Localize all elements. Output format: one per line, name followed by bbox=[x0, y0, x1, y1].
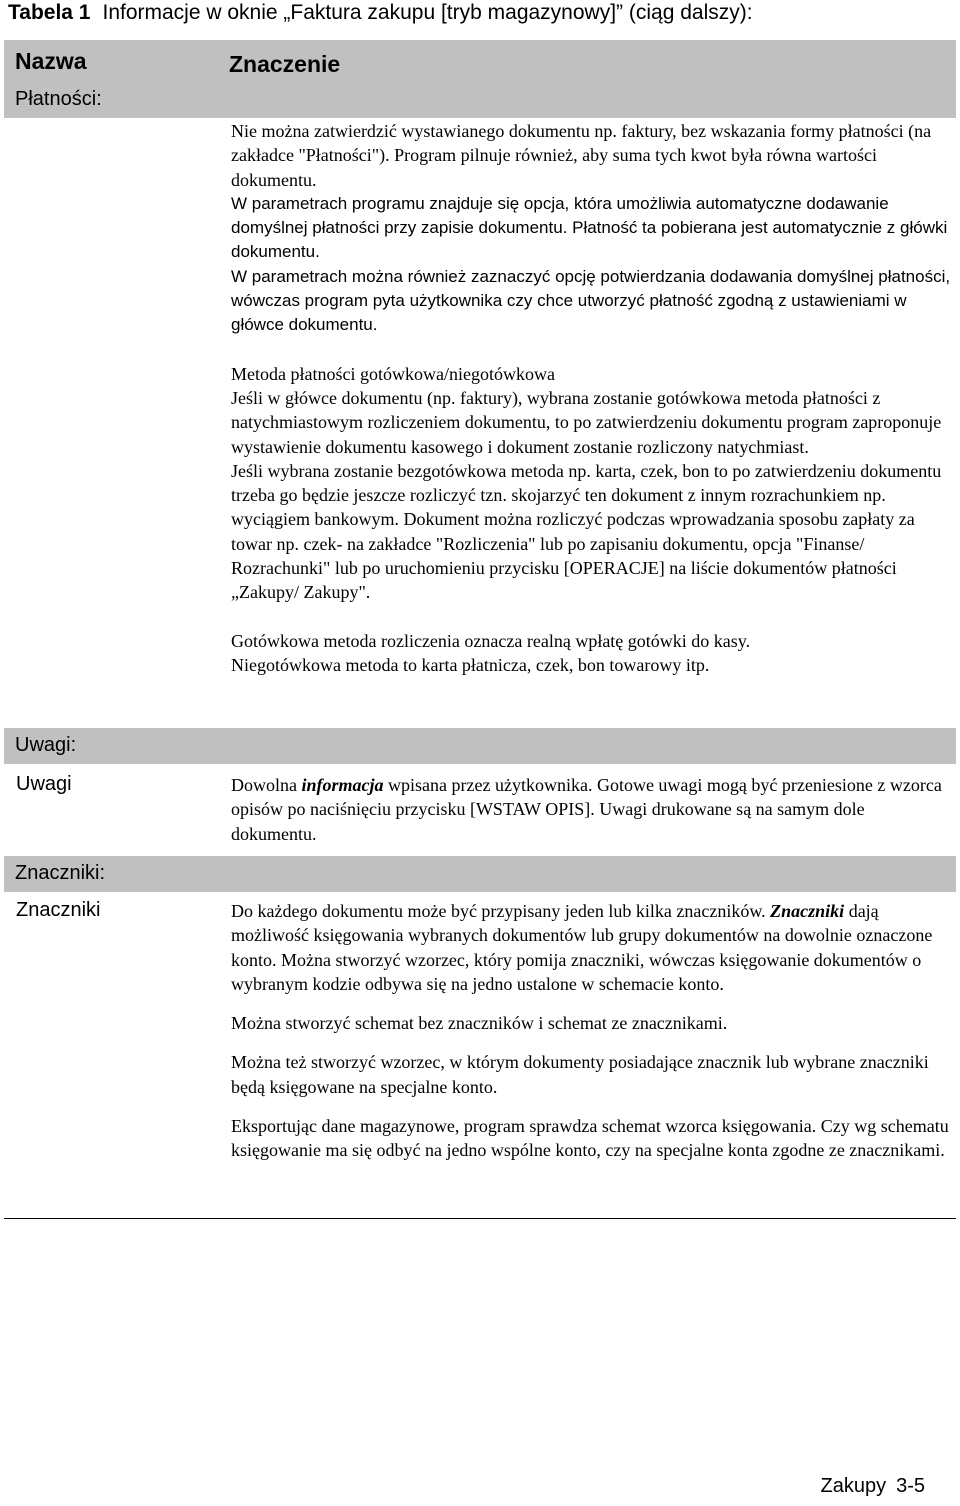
header-name: Nazwa bbox=[15, 48, 87, 74]
paragraph: Do każdego dokumentu może być przypisany jeden lub kilka znaczników. Znaczniki dają możliwość księgowania wybranych dokumentów lub grupy dokumentów na dowolnie oznaczone konto. Można stworzyć wzorzec, który pomija znaczniki, wówczas księgowanie dokumentów o wybranym kodzie odbywa się na jedno ustalone w schemacie konto. bbox=[231, 901, 933, 994]
paragraph: Jeśli wybrana zostanie bezgotówkowa metoda np. karta, czek, bon to po zatwierdzeniu dokumentu trzeba go będzie jeszcze rozliczyć tzn. skojarzyć ten dokument z innym rozrachunkiem np. wyciągiem bankowym. Dokument można rozliczyć podczas wprowadzania sposobu zapłaty za towar np. czek- na zakładce "Rozliczenia" lub po zapisaniu dokumentu, opcja "Finanse/ Rozrachunki" lub po uruchomieniu przycisku [OPERACJE] na liście dokumentów płatności „Zakupy/ Zakupy". bbox=[231, 460, 942, 603]
page-number: 3-5 bbox=[896, 1475, 925, 1497]
paragraph: W parametrach można również zaznaczyć opcję potwierdzania dodawania domyślnej płatności, wówczas program pyta użytkownika czy chce utworzyć płatność zgodną z ustawieniami w główce dokumentu. bbox=[231, 266, 951, 335]
paragraph: Jeśli w główce dokumentu (np. faktury), wybrana zostanie gotówkowa metoda płatności z natychmiastowym rozliczeniem dokumentu, to po zatwierdzeniu dokumentu program zaproponuje wystawienie dokumentu kasowego i dokument zostanie rozliczony natychmiast. bbox=[231, 387, 942, 457]
paragraph: Gotówkowa metoda rozliczenia oznacza realną wpłatę gotówki do kasy. bbox=[231, 630, 751, 651]
field-name-uwagi: Uwagi bbox=[16, 773, 72, 795]
field-name-znaczniki: Znaczniki bbox=[16, 899, 101, 921]
emphasis: informacja bbox=[301, 775, 384, 795]
footer-section: Zakupy bbox=[820, 1475, 887, 1497]
paragraph: Dowolna informacja wpisana przez użytkownika. Gotowe uwagi mogą być przeniesione z wzorca opisów po naciśnięciu przycisku [WSTAW OPIS]. Uwagi drukowane są na samym dole dokumentu. bbox=[231, 775, 942, 844]
paragraph: Można też stworzyć wzorzec, w którym dokumenty posiadające znacznik lub wybrane znaczniki będą księgowane na specjalne konto. bbox=[231, 1052, 929, 1097]
section-uwagi bbox=[4, 728, 956, 764]
table-caption bbox=[8, 0, 952, 26]
paragraph: Nie można zatwierdzić wystawianego dokumentu np. faktury, bez wskazania formy płatności (na zakładce "Płatności"). Program pilnuje również, aby suma tych kwot była równa wartości dokumentu. bbox=[231, 121, 932, 190]
header-meaning: Znaczenie bbox=[229, 51, 341, 77]
paragraph: Niegotówkowa metoda to karta płatnicza, czek, bon towarowy itp. bbox=[231, 654, 710, 675]
table-bottom-rule bbox=[4, 1218, 956, 1219]
platnosci-description bbox=[231, 119, 953, 677]
section-label-znaczniki: Znaczniki: bbox=[15, 862, 106, 884]
caption-text: Informacje w oknie „Faktura zakupu [tryb magazynowy]” (ciąg dalszy): bbox=[102, 1, 753, 24]
paragraph: W parametrach programu znajduje się opcja, która umożliwia automatyczne dodawanie domyślnej płatności przy zapisie dokumentu. Płatność ta pobierana jest automatycznie z główki dokumentu. bbox=[231, 193, 948, 262]
section-znaczniki bbox=[4, 856, 956, 892]
emphasis: Znaczniki bbox=[770, 901, 845, 921]
caption-label: Tabela 1 bbox=[8, 1, 91, 24]
paragraph: Można stworzyć schemat bez znaczników i schemat ze znacznikami. bbox=[231, 1013, 728, 1034]
znaczniki-description bbox=[231, 899, 953, 1163]
section-label-platnosci: Płatności: bbox=[15, 88, 102, 110]
page-footer bbox=[821, 1475, 926, 1498]
section-label-uwagi: Uwagi: bbox=[15, 734, 77, 756]
table-header bbox=[4, 40, 956, 118]
paragraph: Metoda płatności gotówkowa/niegotówkowa bbox=[231, 363, 555, 384]
uwagi-description bbox=[231, 773, 953, 846]
paragraph: Eksportując dane magazynowe, program sprawdza schemat wzorca księgowania. Czy wg schematu księgowanie ma się odbyć na jedno wspólne konto, czy na specjalne konta zgodne ze znacznikami. bbox=[231, 1116, 949, 1161]
